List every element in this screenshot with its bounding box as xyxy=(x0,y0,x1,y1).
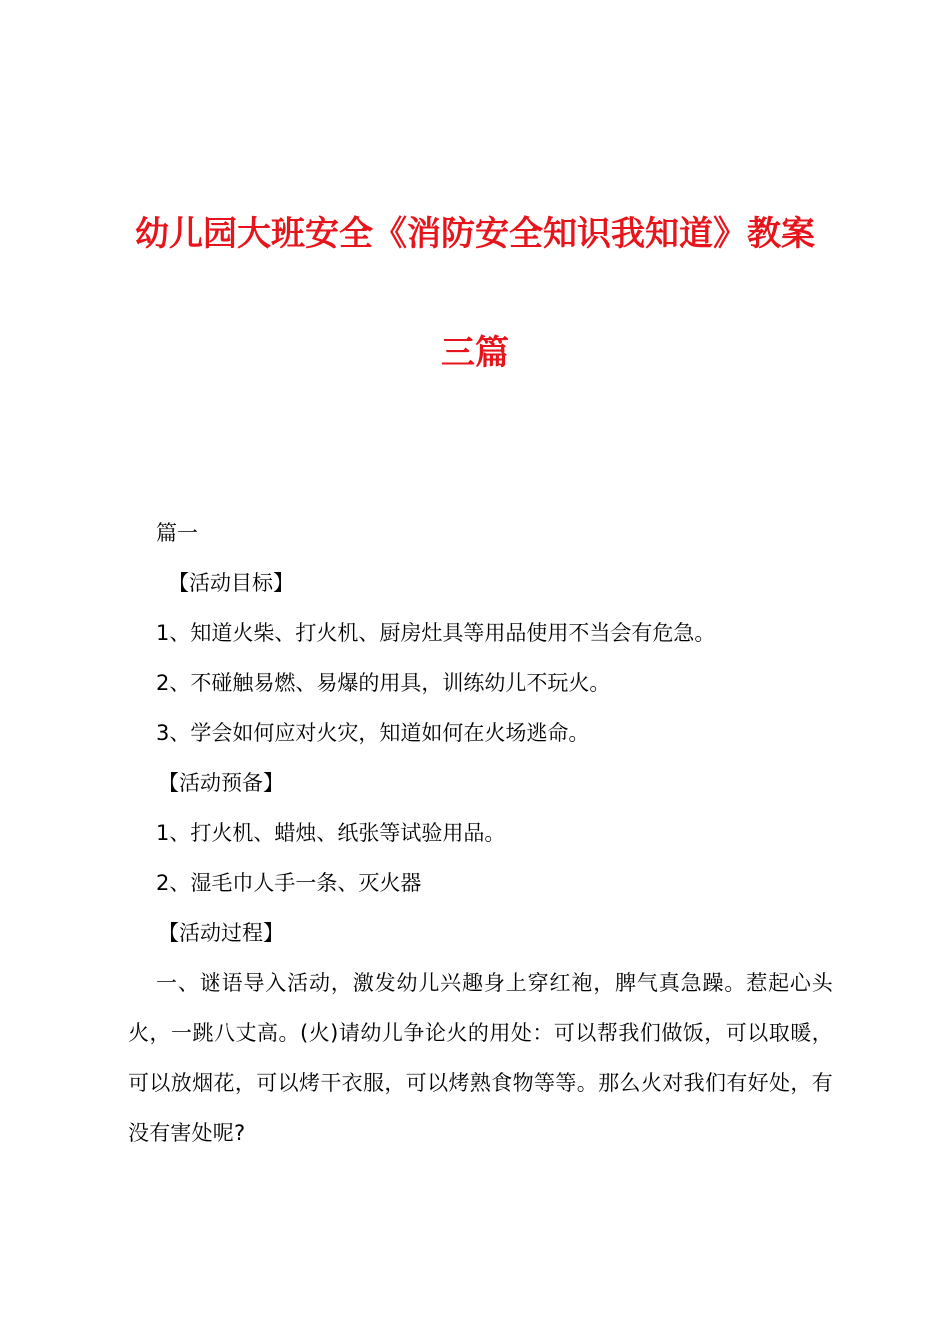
chapter-heading: 篇一 xyxy=(156,521,198,545)
section-heading-goal: 【活动目标】 xyxy=(168,571,294,595)
prep-item-2: 2、湿毛巾人手一条、灭火器 xyxy=(156,871,422,895)
goal-item-2: 2、不碰触易燃、易爆的用具，训练幼儿不玩火。 xyxy=(156,671,611,695)
document-title-line-1: 幼儿园大班安全《消防安全知识我知道》教案 xyxy=(135,214,815,254)
document-body xyxy=(128,508,833,1158)
goal-item-1: 1、知道火柴、打火机、厨房灶具等用品使用不当会有危急。 xyxy=(156,621,716,645)
goal-item-3: 3、学会如何应对火灾，知道如何在火场逃命。 xyxy=(156,721,590,745)
prep-item-1: 1、打火机、蜡烛、纸张等试验用品。 xyxy=(156,821,506,845)
document-title-line-2: 三篇 xyxy=(441,333,509,373)
section-heading-process: 【活动过程】 xyxy=(158,921,284,945)
section-heading-prep: 【活动预备】 xyxy=(158,771,284,795)
process-paragraph: 一、谜语导入活动，激发幼儿兴趣身上穿红袍，脾气真急躁。惹起心头火，一跳八丈高。(火)请幼儿争论火的用处：可以帮我们做饭，可以取暖，可以放烟花，可以烤干衣服，可以烤熟食物等等。那么火对我们有好处，有没有害处呢? xyxy=(128,971,833,1145)
